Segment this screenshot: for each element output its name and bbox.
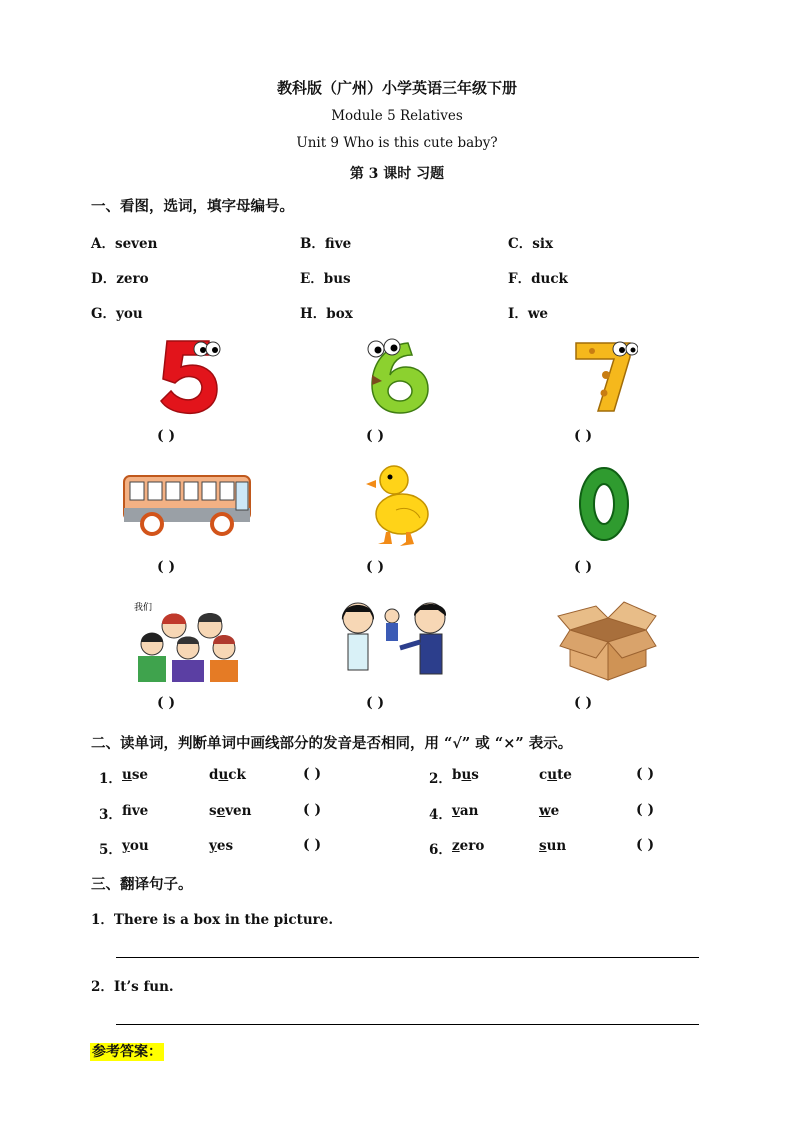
word-pair-num-2: 2． [429, 771, 452, 787]
translate-sentence-2: 2．It’s fun. [91, 979, 174, 995]
box-icon [556, 596, 658, 686]
option-a: A．seven [91, 236, 158, 252]
number-six-icon [364, 335, 434, 419]
number-five-icon [155, 335, 225, 419]
judge-blank-1[interactable]: ( ) [303, 766, 322, 782]
bus-icon [122, 472, 256, 542]
answer-blank-6[interactable]: ( ) [574, 559, 593, 575]
word-pair-num-6: 6． [429, 842, 452, 858]
word-pair-2-word1: bus [452, 767, 479, 783]
word-pair-2-word2: cute [539, 767, 572, 783]
option-g: G．you [91, 306, 143, 322]
answer-blank-5[interactable]: ( ) [366, 559, 385, 575]
word-pair-6-word1: zero [452, 838, 485, 854]
word-pair-3-word1: fve [122, 803, 149, 819]
answer-blank-2[interactable]: ( ) [366, 428, 385, 444]
word-pair-6-word2: sun [539, 838, 567, 854]
lesson-title: 第 3 课时 习题 [349, 166, 445, 182]
number-seven-icon [572, 335, 638, 419]
section3-heading: 三、翻译句子。 [91, 876, 193, 893]
duck-icon [366, 462, 432, 552]
answer-blank-1[interactable]: ( ) [157, 428, 176, 444]
answer-line-2[interactable] [116, 1024, 699, 1025]
judge-blank-6[interactable]: ( ) [636, 837, 655, 853]
answer-key-label: 参考答案： [92, 1044, 162, 1060]
option-i: I．we [508, 306, 549, 322]
page-title: 教科版（广州）小学英语三年级下册 [276, 79, 517, 97]
you-pointing-icon [334, 598, 458, 688]
word-pair-num-1: 1． [99, 771, 122, 787]
word-pair-num-4: 4． [429, 807, 452, 823]
word-pair-1-word1: use [122, 767, 149, 783]
option-b: B．five [300, 236, 352, 252]
word-pair-1-word2: duck [209, 767, 246, 783]
option-f: F．duck [508, 271, 568, 287]
answer-blank-7[interactable]: ( ) [157, 695, 176, 711]
word-pair-4-word2: we [539, 803, 560, 819]
judge-blank-5[interactable]: ( ) [303, 837, 322, 853]
answer-blank-4[interactable]: ( ) [157, 559, 176, 575]
option-c: C．six [508, 236, 554, 252]
word-pair-5-word1: you [122, 838, 149, 854]
number-zero-icon [576, 464, 632, 548]
we-caption: 我们 [134, 602, 153, 612]
word-pair-num-3: 3． [99, 807, 122, 823]
option-e: E．bus [300, 271, 351, 287]
answer-blank-3[interactable]: ( ) [574, 428, 593, 444]
section2-heading: 二、读单词，判断单词中画线部分的发音是否相同，用 “√” 或 “×” 表示。 [91, 735, 573, 752]
option-d: D．zero [91, 271, 149, 287]
answer-line-1[interactable] [116, 957, 699, 958]
word-pair-num-5: 5． [99, 842, 122, 858]
judge-blank-4[interactable]: ( ) [636, 802, 655, 818]
word-pair-3-word2: seven [209, 803, 252, 819]
answer-blank-9[interactable]: ( ) [574, 695, 593, 711]
unit-title: Unit 9 Who is this cute baby? [296, 135, 498, 151]
judge-blank-3[interactable]: ( ) [303, 802, 322, 818]
section1-heading: 一、看图，选词，填字母编号。 [91, 198, 294, 215]
we-group-icon [130, 598, 242, 688]
word-pair-4-word1: van [452, 803, 479, 819]
judge-blank-2[interactable]: ( ) [636, 766, 655, 782]
translate-sentence-1: 1．There is a box in the picture. [91, 912, 334, 928]
answer-blank-8[interactable]: ( ) [366, 695, 385, 711]
option-h: H．box [300, 306, 353, 322]
word-pair-5-word2: yes [209, 838, 234, 854]
module-title: Module 5 Relatives [331, 108, 463, 124]
